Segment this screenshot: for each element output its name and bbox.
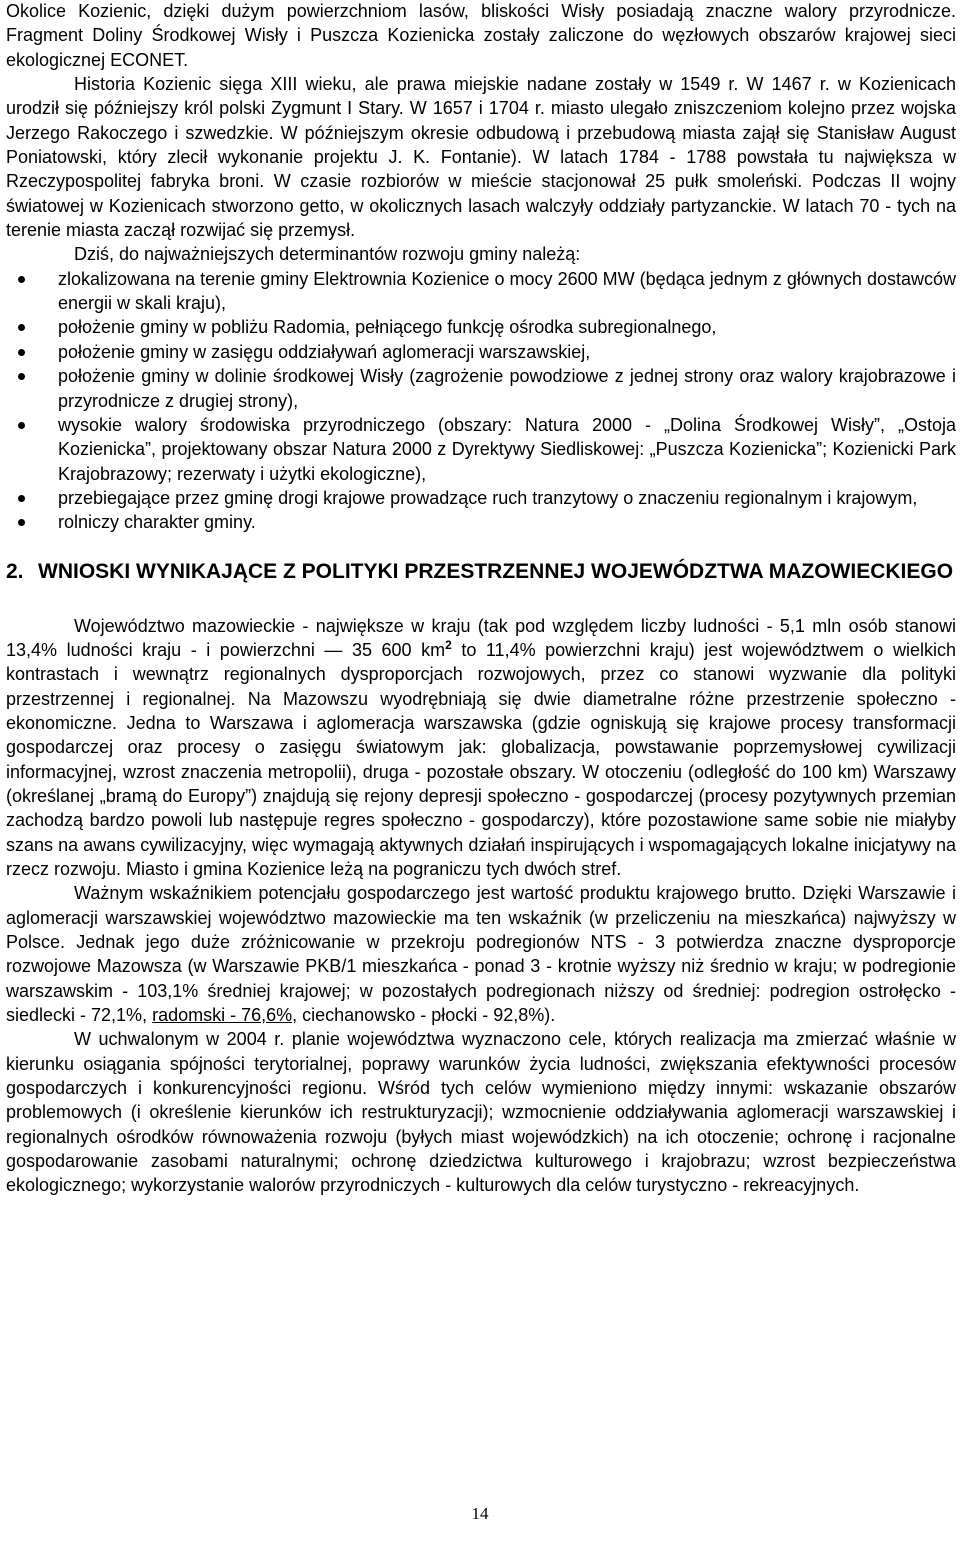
document-page xyxy=(6,0,956,1198)
paragraph-history: Historia Kozienic sięga XIII wieku, ale prawa miejskie nadane zostały w 1549 r. W 1467 r. w Kozienicach urodził się późniejszy król polski Zygmunt I Stary. W 1657 i 1704 r. miasto ulegało zniszczeniom kolejno przez wojska Jerzego Rakoczego i szwedzkie. W późniejszym okresie odbudową i przebudową miasta zajął się Stanisław August Poniatowski, który zlecił wykonanie projektu J. K. Fontanie). W latach 1784 - 1788 powstała tu największa w Rzeczypospolitej fabryka broni. W czasie rozbiorów w mieście stacjonował 25 pułk smoleński. Podczas II wojny światowej w Kozienicach stworzono getto, w okolicznych lasach walczyły oddziały partyzanckie. W latach 70 - tych na terenie miasta zaczął rozwijać się przemysł. xyxy=(6,74,956,241)
bullet-icon xyxy=(18,422,25,429)
paragraph-gdp xyxy=(6,881,956,1027)
bullet-icon xyxy=(18,349,25,356)
bullet-icon xyxy=(18,276,25,283)
list-item xyxy=(6,340,956,364)
page-number: 14 xyxy=(471,1504,489,1523)
text-run: Ważnym wskaźnikiem potencjału gospodarczego jest wartość produktu krajowego brutto. Dzięki Warszawie i aglomeracji warszawskiej województwo mazowieckie ma ten wskaźnik (w przeliczeniu na mieszkańca) najwyższy w Polsce. Jednak jego duże zróżnicowanie w przekroju podregionów NTS - 3 potwierdza znaczne dysproporcje rozwojowe Mazowsza (w Warszawie PKB/1 mieszkańca - ponad 3 - krotnie wyższy niż średnio w kraju; w podregionie warszawskim - 103,1% średniej krajowej; w pozostałych podregionach niższy od średniej: podregion ostrołęcko - siedlecki - 72,1%, xyxy=(6,883,956,1026)
list-item-text: zlokalizowana na terenie gminy Elektrownia Kozienice o mocy 2600 MW (będąca jednym z głównych dostawców energii w skali kraju), xyxy=(58,268,956,314)
list-item-text: położenie gminy w zasięgu oddziaływań aglomeracji warszawskiej, xyxy=(58,341,591,362)
list-item-text: rolniczy charakter gminy. xyxy=(58,512,256,533)
paragraph-voivodeship xyxy=(6,614,956,882)
determinants-list xyxy=(6,267,956,535)
text-run: ciechanowsko - płocki - 92,8%). xyxy=(297,1005,556,1026)
section-title: WNIOSKI WYNIKAJĄCE Z POLITYKI PRZESTRZENNEJ WOJEWÓDZTWA MAZOWIECKIEGO xyxy=(38,559,954,583)
list-item xyxy=(6,267,956,316)
paragraph-plan-goals: W uchwalonym w 2004 r. planie województwa wyznaczono cele, których realizacja ma zmierzać właśnie w kierunku osiągania spójności terytorialnej, poprawy warunków życia ludności, zwiększania efektywności procesów gospodarczych i konkurencyjności regionu. Wśród tych celów wymieniono między innymi: wskazanie obszarów problemowych (i określenie kierunków ich restrukturyzacji); wzmocnienie oddziaływania aglomeracji warszawskiej i regionalnych ośrodków równoważenia rozwoju (byłych miast wojewódzkich) na ich otoczenie; ochronę i racjonalne gospodarowanie zasobami naturalnymi; ochronę dziedzictwa kulturowego i krajobrazu; wzrost bezpieczeństwa ekologicznego; wykorzystanie walorów przyrodniczych - kulturowych dla celów turystyczno - rekreacyjnych. xyxy=(6,1029,956,1196)
bullet-icon xyxy=(18,495,25,502)
list-item-text: przebiegające przez gminę drogi krajowe prowadzące ruch tranzytowy o znaczeniu regionalnym i krajowym, xyxy=(58,487,918,508)
list-item-text: położenie gminy w pobliżu Radomia, pełniącego funkcję ośrodka subregionalnego, xyxy=(58,317,717,338)
paragraph-nature: Okolice Kozienic, dzięki dużym powierzchniom lasów, bliskości Wisły posiadają znaczne walory przyrodnicze. Fragment Doliny Środkowej Wisły i Puszcza Kozienicka zostały zaliczone do węzłowych obszarów krajowej sieci ekologicznej ECONET. xyxy=(6,1,956,70)
list-item-text: położenie gminy w dolinie środkowej Wisły (zagrożenie powodziowe z jednej strony oraz walory krajobrazowe i przyrodnicze z drugiej strony), xyxy=(58,366,956,411)
list-item xyxy=(6,315,956,339)
list-item xyxy=(6,413,956,486)
text-run: to 11,4% powierzchni kraju) jest województwem o wielkich kontrastach i wewnątrz regionalnych dysproporcjach rozwojowych, przez co stanowi wyzwanie dla polityki przestrzennej i regionalnej. Na Mazowszu wyodrębniają się dwie diametralne różne przestrzenie społeczno - ekonomiczne. Jedna to Warszawa i aglomeracja warszawska (gdzie ogniskują się krajowe procesy transformacji gospodarczej oraz procesy o zasięgu światowym jak: globalizacja, powstawanie poprzemysłowej cywilizacji informacyjnej, wzrost znaczenia metropolii), druga - pozostałe obszary. W otoczeniu (odległość do 100 km) Warszawy (określanej „bramą do Europy”) znajdują się rejony depresji społeczno - gospodarczej (procesy pozytywnych przemian zachodzą bardzo powoli lub następuje regres społeczno - gospodarczy), które pozostawione same sobie nie miałyby szans na awans cywilizacyjny, więc wymagają aktywnych działań inspirujących i wspomagających lokalne inicjatywy na rzecz rozwoju. Miasto i gmina Kozienice leżą na pograniczu tych dwóch stref. xyxy=(6,639,956,879)
bullet-icon xyxy=(18,324,25,331)
list-item xyxy=(6,364,956,413)
text-run: Województwo mazowieckie - największe w kraju (tak pod względem liczby ludności - 5,1 mln osób stanowi 13,4% ludności kraju - i powierzchni — 35 600 km xyxy=(6,615,956,660)
section-number: 2. xyxy=(6,559,24,583)
bullet-icon xyxy=(18,373,25,380)
list-item-text: wysokie walory środowiska przyrodniczego (obszary: Natura 2000 - „Dolina Środkowej Wisły”, „Ostoja Kozienicka”, projektowany obszar Natura 2000 z Dyrektywy Siedliskowej: „Puszcza Kozienicka”; Kozienicki Park Krajobrazowy; rezerwaty i użytki ekologiczne), xyxy=(58,414,956,484)
section-heading xyxy=(6,557,956,586)
superscript: 2 xyxy=(445,637,452,652)
bullet-icon xyxy=(18,519,25,526)
paragraph-determinants-intro: Dziś, do najważniejszych determinantów rozwoju gminy należą: xyxy=(74,244,581,265)
list-item xyxy=(6,486,956,510)
section-body xyxy=(6,614,956,1198)
underlined-text: radomski - 76,6%, xyxy=(152,1005,298,1026)
list-item xyxy=(6,510,956,534)
